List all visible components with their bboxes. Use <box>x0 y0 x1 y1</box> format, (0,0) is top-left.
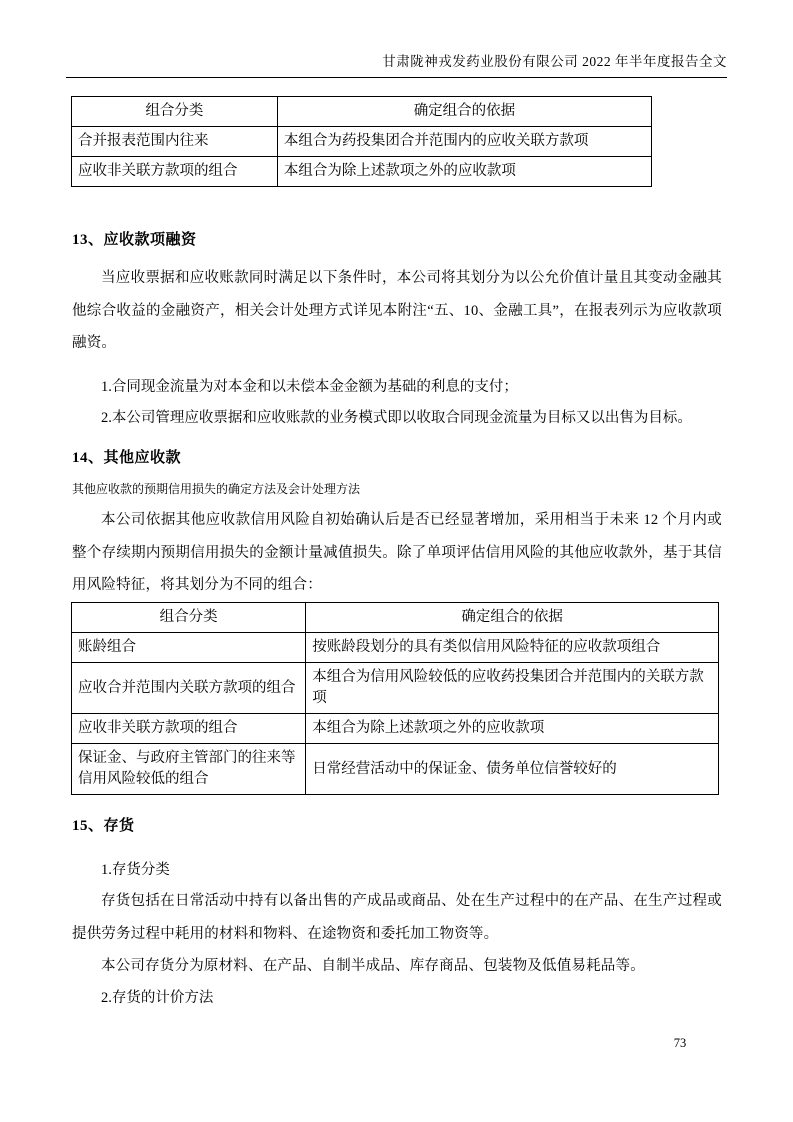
section-15-item-2: 2.存货的计价方法 <box>101 990 214 1006</box>
section-15-heading: 15、存货 <box>72 818 135 834</box>
table-cell: 本组合为除上述款项之外的应收款项 <box>277 157 651 187</box>
other-receivable-portfolio-table <box>71 602 719 795</box>
table-cell: 应收合并范围内关联方款项的组合 <box>72 663 306 714</box>
header-rule <box>66 77 727 78</box>
table-cell: 日常经营活动中的保证金、债务单位信誉较好的 <box>306 744 719 795</box>
table-cell: 本组合为信用风险较低的应收药投集团合并范围内的关联方款项 <box>306 663 719 714</box>
table-cell: 按账龄段划分的具有类似信用风险特征的应收款项组合 <box>306 633 719 663</box>
section-14-heading: 14、其他应收款 <box>72 450 182 466</box>
page-number: 73 <box>673 1036 687 1050</box>
page-header: 甘肃陇神戎发药业股份有限公司 2022 年半年度报告全文 <box>382 54 727 69</box>
table-row <box>72 714 719 744</box>
section-13-paragraph: 当应收票据和应收账款同时满足以下条件时，本公司将其划分为以公允价值计量且其变动金融其他综合收益的金融资产，相关会计处理方式详见本附注“五、10、金融工具”，在报表列示为应收款项融资。 <box>72 270 722 351</box>
table-cell: 账龄组合 <box>72 633 306 663</box>
table-cell: 本组合为除上述款项之外的应收款项 <box>306 714 719 744</box>
section-15-item-1: 1.存货分类 <box>101 862 170 878</box>
receivable-portfolio-table <box>71 96 652 187</box>
section-14-paragraph: 本公司依据其他应收款信用风险自初始确认后是否已经显著增加，采用相当于未来 12 个月内或整个存续期内预期信用损失的金额计量减值损失。除了单项评估信用风险的其他应收款外，基于其信用风险特征，将其划分为不同的组合： <box>72 512 722 593</box>
table-cell: 应收非关联方款项的组合 <box>72 157 278 187</box>
table-cell: 本组合为药投集团合并范围内的应收关联方款项 <box>277 127 651 157</box>
table-cell: 保证金、与政府主管部门的往来等信用风险较低的组合 <box>72 744 306 795</box>
section-14-subtitle: 其他应收款的预期信用损失的确定方法及会计处理方法 <box>72 482 361 496</box>
section-15-paragraph-1: 存货包括在日常活动中持有以备出售的产成品或商品、处在生产过程中的在产品、在生产过程或提供劳务过程中耗用的材料和物料、在途物资和委托加工物资等。 <box>72 893 722 942</box>
table-cell: 应收非关联方款项的组合 <box>72 714 306 744</box>
section-13-item-2: 2.本公司管理应收票据和应收账款的业务模式即以收取合同现金流量为目标又以出售为目标。 <box>101 410 692 426</box>
table-row <box>72 633 719 663</box>
table-row <box>72 663 719 714</box>
table-header-row <box>72 97 652 127</box>
column-header: 组合分类 <box>72 603 306 633</box>
section-13-heading: 13、应收款项融资 <box>72 232 197 248</box>
table-header-row <box>72 603 719 633</box>
table-row <box>72 127 652 157</box>
column-header: 确定组合的依据 <box>306 603 719 633</box>
column-header: 组合分类 <box>72 97 278 127</box>
table-cell: 合并报表范围内往来 <box>72 127 278 157</box>
table-row <box>72 157 652 187</box>
section-15-paragraph-2: 本公司存货分为原材料、在产品、自制半成品、库存商品、包装物及低值易耗品等。 <box>101 958 645 974</box>
column-header: 确定组合的依据 <box>277 97 651 127</box>
section-13-item-1: 1.合同现金流量为对本金和以未偿本金金额为基础的利息的支付； <box>101 379 518 395</box>
table-row <box>72 744 719 795</box>
